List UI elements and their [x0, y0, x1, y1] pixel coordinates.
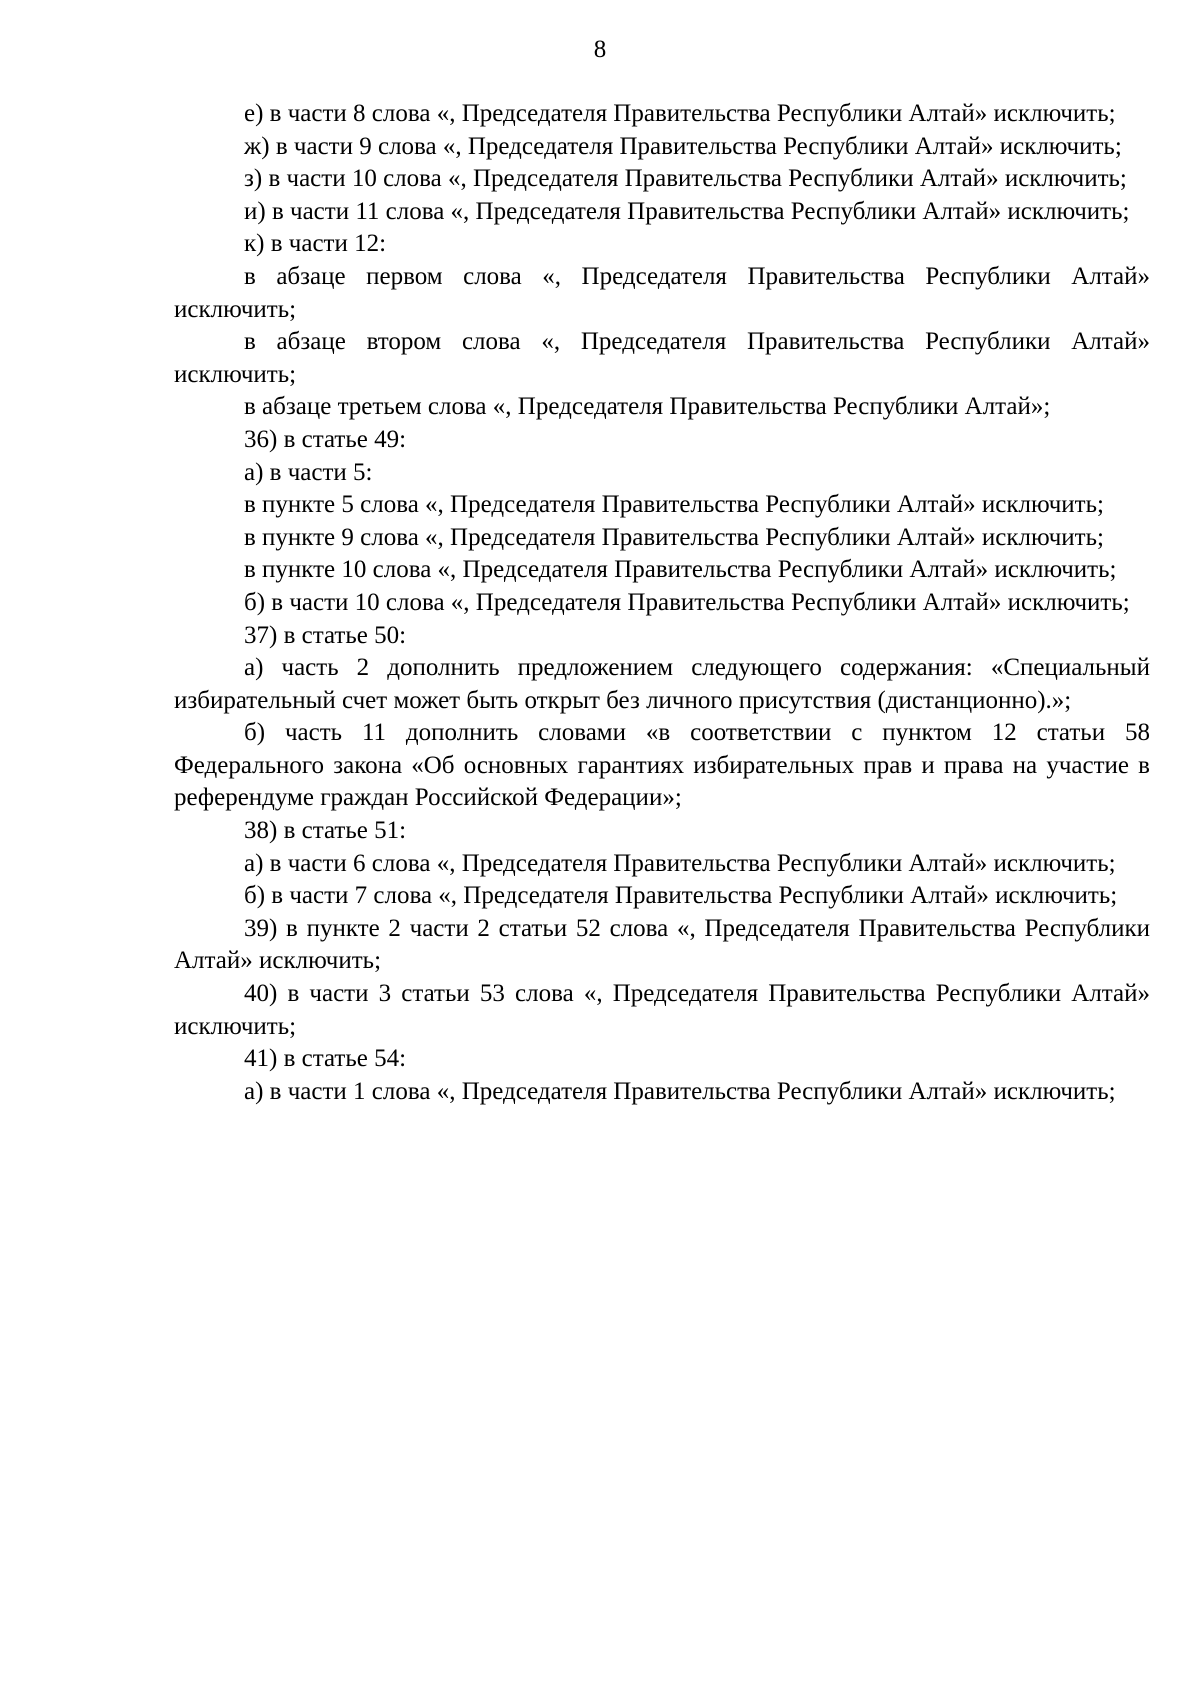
paragraph-point-9: в пункте 9 слова «, Председателя Правительства Республики Алтай» исключить;: [244, 523, 1104, 551]
paragraph-b-part-10: б) в части 10 слова «, Председателя Правительства Республики Алтай» исключить;: [244, 588, 1130, 616]
paragraph-b-part-11: б) часть 11 дополнить словами «в соответствии с пунктом 12 статьи 58 Федерального закона «Об основных гарантиях избирательных прав и права на участие в референдуме граждан Российской Федерации»;: [174, 719, 1150, 812]
document-body: [174, 98, 1150, 1108]
paragraph-i-part-11: и) в части 11 слова «, Председателя Правительства Республики Алтай» исключить;: [244, 197, 1130, 225]
paragraph-item-41: 41) в статье 54:: [244, 1045, 407, 1073]
paragraph-item-36: 36) в статье 49:: [244, 425, 407, 453]
paragraph-first-abzac: в абзаце первом слова «, Председателя Правительства Республики Алтай» исключить;: [174, 262, 1150, 323]
paragraph-k-part-12: к) в части 12:: [244, 230, 387, 258]
paragraph-point-10: в пункте 10 слова «, Председателя Правительства Республики Алтай» исключить;: [244, 556, 1117, 584]
paragraph-b-part-7: б) в части 7 слова «, Председателя Правительства Республики Алтай» исключить;: [244, 882, 1118, 910]
paragraph-point-5: в пункте 5 слова «, Председателя Правительства Республики Алтай» исключить;: [244, 491, 1104, 519]
paragraph-e-part-8: е) в части 8 слова «, Председателя Правительства Республики Алтай» исключить;: [244, 100, 1116, 127]
paragraph-item-38: 38) в статье 51:: [244, 817, 407, 845]
paragraph-a-part-6: а) в части 6 слова «, Председателя Правительства Республики Алтай» исключить;: [244, 849, 1116, 877]
paragraph-second-abzac: в абзаце втором слова «, Председателя Правительства Республики Алтай» исключить;: [174, 328, 1150, 388]
paragraph-a-part-5: а) в части 5:: [244, 458, 373, 486]
paragraph-third-abzac: в абзаце третьем слова «, Председателя Правительства Республики Алтай»;: [244, 393, 1051, 421]
paragraph-z-part-10: з) в части 10 слова «, Председателя Правительства Республики Алтай» исключить;: [244, 165, 1127, 193]
page-number: 8: [593, 36, 607, 63]
paragraph-a-part-2: а) часть 2 дополнить предложением следующего содержания: «Специальный избирательный счет может быть открыт без личного присутствия (дистанционно).»;: [174, 654, 1150, 714]
paragraph-a-part-1: а) в части 1 слова «, Председателя Правительства Республики Алтай» исключить;: [244, 1077, 1116, 1105]
paragraph-item-40: 40) в части 3 статьи 53 слова «, Председателя Правительства Республики Алтай» исключить;: [174, 980, 1150, 1040]
paragraph-zh-part-9: ж) в части 9 слова «, Председателя Правительства Республики Алтай» исключить;: [244, 132, 1122, 160]
paragraph-item-39: 39) в пункте 2 части 2 статьи 52 слова «, Председателя Правительства Республики Алтай» исключить;: [174, 914, 1150, 975]
paragraph-item-37: 37) в статье 50:: [244, 621, 407, 649]
